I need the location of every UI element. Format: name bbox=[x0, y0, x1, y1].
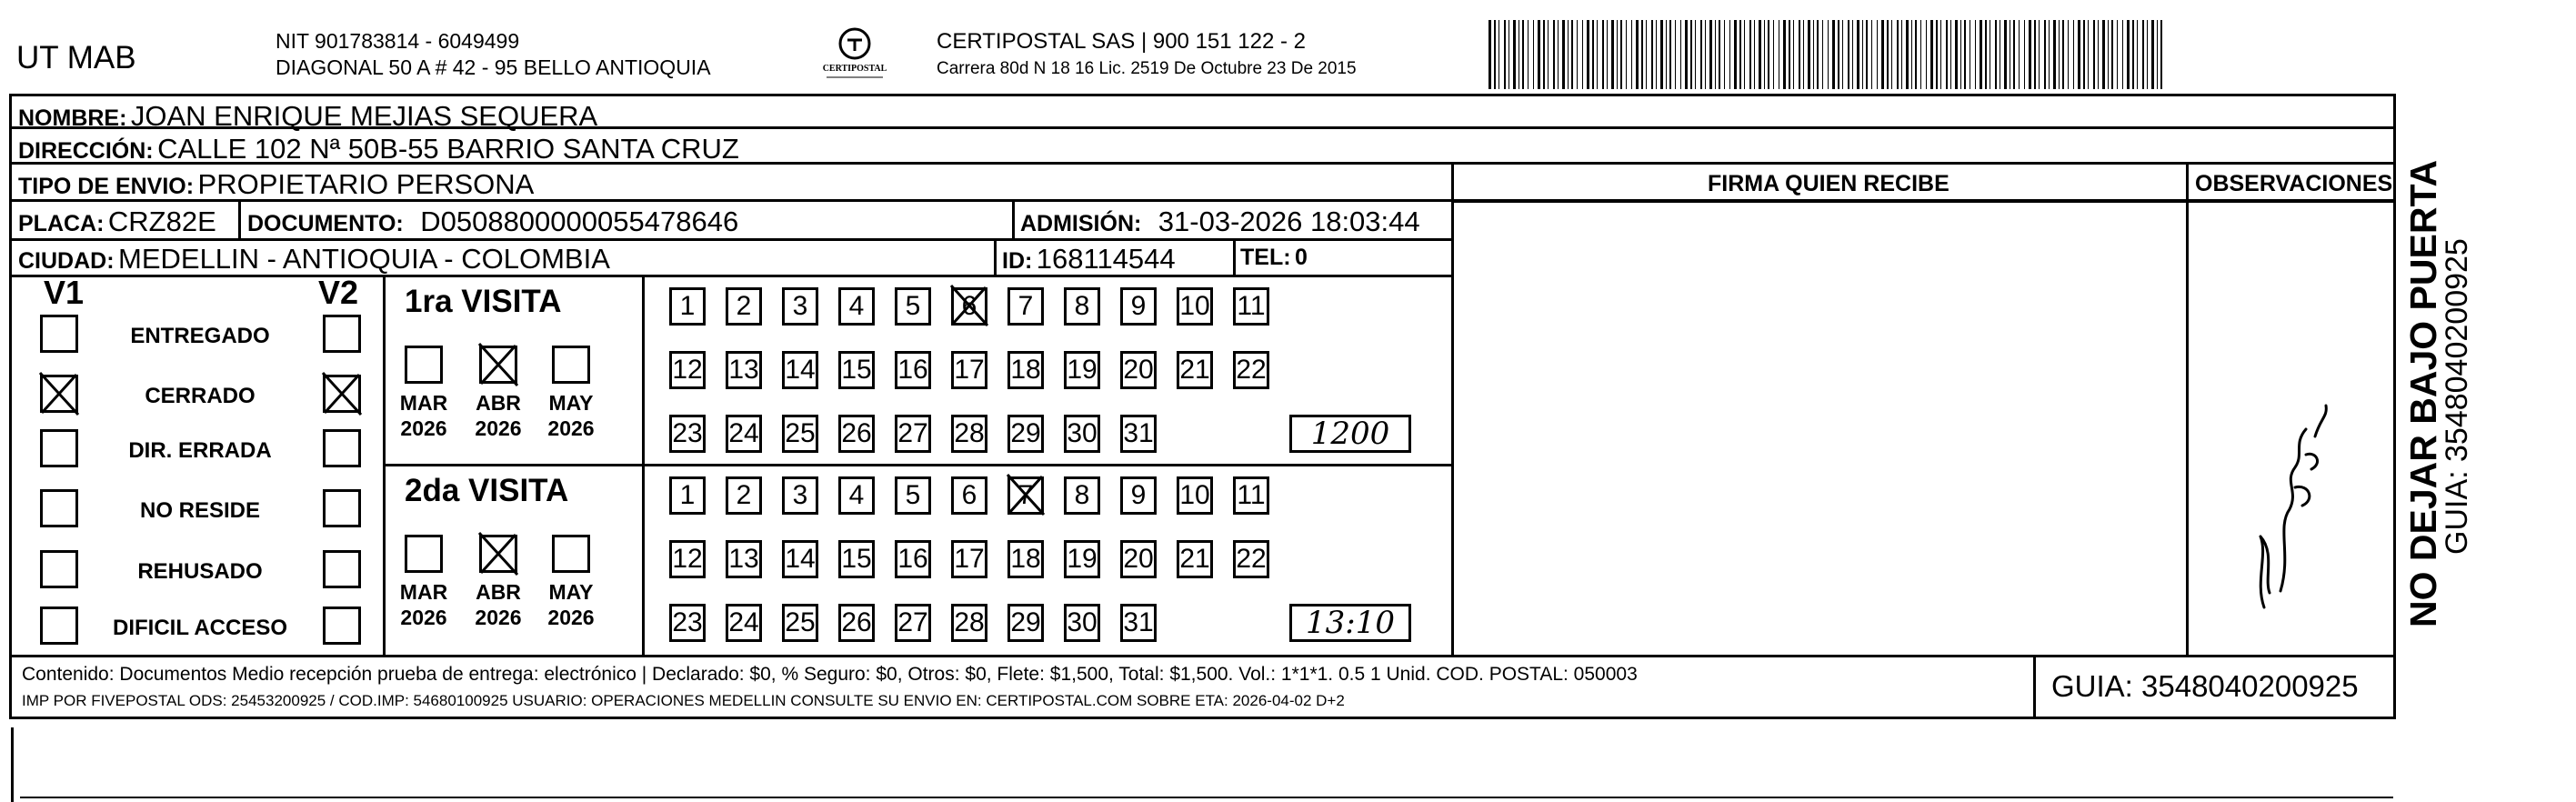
certipostal-logo bbox=[814, 25, 896, 82]
year-label: 2026 bbox=[547, 416, 595, 440]
day-box[interactable]: 10 bbox=[1177, 476, 1213, 515]
day-box[interactable]: 5 bbox=[895, 287, 931, 326]
tel-cell bbox=[1240, 246, 1308, 269]
footer-line bbox=[9, 655, 2396, 657]
barcode-bar bbox=[1577, 20, 1578, 89]
barcode-bar bbox=[2102, 20, 2105, 89]
observaciones-label: OBSERVACIONES bbox=[2195, 171, 2393, 196]
id-value: 168114544 bbox=[1036, 243, 1176, 275]
day-box[interactable]: 12 bbox=[669, 351, 706, 389]
barcode-bar bbox=[2088, 20, 2089, 89]
day-box[interactable]: 19 bbox=[1064, 351, 1100, 389]
month-label: ABR bbox=[476, 391, 521, 415]
barcode-bar bbox=[1887, 20, 1889, 89]
day-box[interactable]: 11 bbox=[1233, 476, 1269, 515]
barcode-bar bbox=[2157, 20, 2158, 89]
barcode-bar bbox=[1488, 20, 1491, 89]
day-box[interactable]: 28 bbox=[951, 415, 987, 453]
row-line bbox=[1453, 201, 2396, 203]
barcode-bar bbox=[2078, 20, 2080, 89]
admision-value: 31-03-2026 18:03:44 bbox=[1158, 206, 1420, 237]
placa-label: PLACA: bbox=[18, 211, 105, 236]
barcode-bar bbox=[1522, 20, 1524, 89]
month-checkbox-may[interactable] bbox=[552, 346, 590, 384]
col-line bbox=[238, 199, 241, 239]
barcode-bar bbox=[1980, 20, 1982, 89]
edge-line bbox=[11, 727, 14, 802]
day-box[interactable]: 6 bbox=[951, 476, 987, 515]
barcode bbox=[1487, 20, 2169, 89]
barcode-bar bbox=[1975, 20, 1976, 89]
barcode-bar bbox=[1513, 20, 1516, 89]
day-box[interactable]: 22 bbox=[1233, 351, 1269, 389]
documento-label: DOCUMENTO: bbox=[247, 211, 404, 236]
carrier-license: Carrera 80d N 18 16 Lic. 2519 De Octubre 23 De 2015 bbox=[937, 59, 1357, 78]
visit2-title: 2da VISITA bbox=[405, 473, 569, 508]
day-box[interactable]: 18 bbox=[1007, 351, 1044, 389]
tipo-value: PROPIETARIO PERSONA bbox=[197, 168, 535, 200]
barcode-bar bbox=[2059, 20, 2060, 89]
barcode-bar bbox=[1548, 20, 1549, 89]
day-box[interactable]: 17 bbox=[951, 351, 987, 389]
admision-label: ADMISIÓN: bbox=[1020, 211, 1142, 236]
day-box[interactable]: 20 bbox=[1120, 351, 1157, 389]
barcode-bar bbox=[2147, 20, 2148, 89]
barcode-bar bbox=[2034, 20, 2036, 89]
barcode-bar bbox=[1715, 20, 1716, 89]
day-box[interactable]: 9 bbox=[1120, 476, 1157, 515]
day-box[interactable]: 29 bbox=[1007, 604, 1044, 642]
barcode-bar bbox=[1700, 20, 1702, 89]
barcode-bar bbox=[1695, 20, 1696, 89]
col-line bbox=[1451, 162, 1454, 656]
day-box[interactable]: 22 bbox=[1233, 540, 1269, 578]
day-box[interactable]: 6 bbox=[951, 287, 987, 326]
barcode-bar bbox=[1897, 20, 1899, 89]
month-checkbox-abr[interactable] bbox=[479, 346, 517, 384]
v1-header: V1 bbox=[44, 274, 85, 311]
day-box[interactable]: 21 bbox=[1177, 540, 1213, 578]
year-label: 2026 bbox=[400, 606, 447, 629]
barcode-bar bbox=[1538, 20, 1540, 89]
signature bbox=[2228, 400, 2346, 618]
barcode-bar bbox=[1828, 20, 1829, 89]
barcode-bar bbox=[1626, 20, 1627, 89]
placa-value: CRZ82E bbox=[107, 206, 216, 237]
bottom-line bbox=[20, 797, 2393, 798]
contenido-text: Contenido: Documentos Medio recepción prueba de entrega: electrónico | Declarado: $0, % Seguro: $0, Otros: $0, Flete: $1,500, Total: $1,500. Vol.: 1*1*1. 0.5 1 Unid. COD. POSTAL: 050003 bbox=[22, 664, 1638, 685]
barcode-bar bbox=[1543, 20, 1545, 89]
col-line bbox=[994, 238, 997, 275]
barcode-bar bbox=[2160, 20, 2162, 89]
barcode-bar bbox=[1602, 20, 1604, 89]
barcode-bar bbox=[1568, 20, 1569, 89]
nombre-label: NOMBRE: bbox=[18, 105, 127, 131]
day-box[interactable]: 25 bbox=[782, 415, 818, 453]
month-checkbox-abr[interactable] bbox=[479, 535, 517, 573]
company-address: DIAGONAL 50 A # 42 - 95 BELLO ANTIOQUIA bbox=[276, 55, 711, 79]
col-line bbox=[642, 275, 645, 657]
barcode-bar bbox=[1636, 20, 1639, 89]
tel-value: 0 bbox=[1295, 245, 1308, 270]
placa-cell bbox=[18, 207, 216, 236]
day-box[interactable]: 18 bbox=[1007, 540, 1044, 578]
barcode-bar bbox=[1832, 20, 1835, 89]
day-box[interactable]: 1 bbox=[669, 287, 706, 326]
day-box[interactable]: 15 bbox=[838, 540, 875, 578]
barcode-bar bbox=[1759, 20, 1761, 89]
barcode-bar bbox=[1789, 20, 1790, 89]
barcode-bar bbox=[2111, 20, 2113, 89]
barcode-bar bbox=[1553, 20, 1555, 89]
direccion-value: CALLE 102 Nª 50B-55 BARRIO SANTA CRUZ bbox=[157, 133, 739, 165]
imp-text: IMP POR FIVEPOSTAL ODS: 25453200925 / COD.IMP: 54680100925 USUARIO: OPERACIONES MEDELLIN CONSULTE SU ENVIO EN: CERTIPOSTAL.COM SOBRE ETA: 2026-04-02 D+2 bbox=[22, 692, 1345, 709]
day-box[interactable]: 26 bbox=[838, 604, 875, 642]
barcode-bar bbox=[1764, 20, 1765, 89]
barcode-bar bbox=[1562, 20, 1565, 89]
barcode-bar bbox=[2108, 20, 2109, 89]
barcode-bar bbox=[2044, 20, 2046, 89]
side-text bbox=[2402, 127, 2474, 627]
day-box[interactable]: 9 bbox=[1120, 287, 1157, 326]
barcode-bar bbox=[1597, 20, 1598, 89]
tel-label: TEL: bbox=[1240, 245, 1291, 270]
day-box[interactable]: 13 bbox=[726, 540, 762, 578]
barcode-bar bbox=[2137, 20, 2138, 89]
month-checkbox-may[interactable] bbox=[552, 535, 590, 573]
logo-text: CERTIPOSTAL bbox=[822, 64, 887, 74]
barcode-bar bbox=[2062, 20, 2064, 89]
barcode-bar bbox=[1813, 20, 1814, 89]
day-box[interactable]: 2 bbox=[726, 287, 762, 326]
barcode-bar bbox=[1995, 20, 1997, 89]
barcode-bar bbox=[1646, 20, 1647, 89]
barcode-bar bbox=[1793, 20, 1794, 89]
status-label: DIFICIL ACCESO bbox=[112, 616, 287, 640]
barcode-bar bbox=[2083, 20, 2085, 89]
barcode-bar bbox=[2127, 20, 2130, 89]
barcode-bar bbox=[1744, 20, 1745, 89]
day-box[interactable]: 14 bbox=[782, 351, 818, 389]
barcode-bar bbox=[2093, 20, 2095, 89]
year-label: 2026 bbox=[475, 606, 522, 629]
barcode-bar bbox=[1940, 20, 1941, 89]
barcode-bar bbox=[1911, 20, 1912, 89]
barcode-bar bbox=[1611, 20, 1614, 89]
day-box[interactable]: 27 bbox=[895, 604, 931, 642]
row-line bbox=[9, 275, 1453, 277]
barcode-bar bbox=[1709, 20, 1712, 89]
status-label: ENTREGADO bbox=[130, 324, 270, 348]
barcode-bar bbox=[2117, 20, 2118, 89]
day-box[interactable]: 24 bbox=[726, 604, 762, 642]
barcode-bar bbox=[1955, 20, 1958, 89]
barcode-bar bbox=[1558, 20, 1559, 89]
status-label: NO RESIDE bbox=[139, 498, 261, 523]
col-line bbox=[1012, 199, 1015, 239]
barcode-bar bbox=[1631, 20, 1632, 89]
day-box[interactable]: 11 bbox=[1233, 287, 1269, 326]
barcode-bar bbox=[1950, 20, 1951, 89]
barcode-bar bbox=[1528, 20, 1529, 89]
day-box[interactable]: 30 bbox=[1064, 415, 1100, 453]
barcode-bar bbox=[1783, 20, 1786, 89]
barcode-bar bbox=[1494, 20, 1496, 89]
barcode-bar bbox=[2142, 20, 2144, 89]
day-box[interactable]: 13 bbox=[726, 351, 762, 389]
month-label: MAY bbox=[548, 391, 594, 415]
day-box[interactable]: 15 bbox=[838, 351, 875, 389]
nombre-value: JOAN ENRIQUE MEJIAS SEQUERA bbox=[130, 100, 598, 132]
id-label: ID: bbox=[1002, 248, 1033, 274]
side-guia: GUIA: 3548040200925 bbox=[2440, 238, 2474, 555]
barcode-bar bbox=[1498, 20, 1499, 89]
nit-text: NIT 901783814 - 6049499 bbox=[276, 29, 520, 53]
barcode-bar bbox=[1822, 20, 1823, 89]
barcode-bar bbox=[1724, 20, 1725, 89]
barcode-bar bbox=[2049, 20, 2050, 89]
month-label: MAR bbox=[399, 580, 448, 604]
barcode-bar bbox=[2053, 20, 2056, 89]
barcode-bar bbox=[1960, 20, 1961, 89]
day-box[interactable]: 28 bbox=[951, 604, 987, 642]
barcode-bar bbox=[2068, 20, 2069, 89]
day-box[interactable]: 20 bbox=[1120, 540, 1157, 578]
barcode-bar bbox=[2151, 20, 2154, 89]
month-checkbox-mar[interactable] bbox=[405, 346, 443, 384]
barcode-bar bbox=[1749, 20, 1751, 89]
year-label: 2026 bbox=[400, 416, 447, 440]
row-line bbox=[9, 238, 1453, 241]
barcode-bar bbox=[1842, 20, 1843, 89]
barcode-bar bbox=[1592, 20, 1594, 89]
barcode-bar bbox=[1985, 20, 1987, 89]
barcode-bar bbox=[1920, 20, 1921, 89]
barcode-bar bbox=[2013, 20, 2015, 89]
day-box[interactable]: 3 bbox=[782, 287, 818, 326]
barcode-bar bbox=[1838, 20, 1839, 89]
admision-cell bbox=[1020, 207, 1420, 236]
year-label: 2026 bbox=[475, 416, 522, 440]
guia-footer: GUIA: 3548040200925 bbox=[2051, 669, 2359, 703]
time-box[interactable]: 1200 bbox=[1289, 415, 1411, 453]
barcode-bar bbox=[1768, 20, 1769, 89]
no-dejar-notice: NO DEJAR BAJO PUERTA bbox=[2402, 159, 2444, 627]
day-box[interactable]: 14 bbox=[782, 540, 818, 578]
barcode-bar bbox=[2098, 20, 2099, 89]
day-box[interactable]: 17 bbox=[951, 540, 987, 578]
barcode-bar bbox=[1936, 20, 1938, 89]
barcode-bar bbox=[1734, 20, 1737, 89]
barcode-bar bbox=[2004, 20, 2007, 89]
day-box[interactable]: 29 bbox=[1007, 415, 1044, 453]
v2-header: V2 bbox=[318, 274, 359, 311]
day-box[interactable]: 4 bbox=[838, 287, 875, 326]
month-label: ABR bbox=[476, 580, 521, 604]
barcode-bar bbox=[1901, 20, 1902, 89]
nombre-row bbox=[18, 102, 597, 130]
barcode-bar bbox=[1906, 20, 1909, 89]
barcode-bar bbox=[1656, 20, 1657, 89]
company-name: UT MAB bbox=[16, 40, 136, 75]
barcode-bar bbox=[1877, 20, 1878, 89]
ciudad-row bbox=[18, 245, 610, 273]
barcode-bar bbox=[1773, 20, 1774, 89]
barcode-bar bbox=[1504, 20, 1506, 89]
barcode-bar bbox=[1666, 20, 1667, 89]
visit1-title: 1ra VISITA bbox=[405, 284, 562, 319]
ciudad-label: CIUDAD: bbox=[18, 248, 115, 274]
barcode-bar bbox=[1729, 20, 1730, 89]
day-box[interactable]: 26 bbox=[838, 415, 875, 453]
barcode-bar bbox=[1582, 20, 1583, 89]
day-box[interactable]: 31 bbox=[1120, 415, 1157, 453]
barcode-bar bbox=[1651, 20, 1653, 89]
barcode-bar bbox=[2132, 20, 2134, 89]
barcode-bar bbox=[1915, 20, 1917, 89]
visit-separator bbox=[383, 464, 1454, 466]
barcode-bar bbox=[1754, 20, 1755, 89]
barcode-bar bbox=[1852, 20, 1853, 89]
day-box[interactable]: 10 bbox=[1177, 287, 1213, 326]
day-box[interactable]: 23 bbox=[669, 604, 706, 642]
barcode-bar bbox=[1571, 20, 1573, 89]
barcode-bar bbox=[1964, 20, 1966, 89]
barcode-bar bbox=[1739, 20, 1741, 89]
barcode-bar bbox=[1871, 20, 1872, 89]
barcode-bar bbox=[2073, 20, 2074, 89]
barcode-bar bbox=[1675, 20, 1676, 89]
day-box[interactable]: 8 bbox=[1064, 287, 1100, 326]
documento-cell bbox=[247, 207, 738, 236]
day-box[interactable]: 3 bbox=[782, 476, 818, 515]
day-box[interactable]: 7 bbox=[1007, 476, 1044, 515]
col-line bbox=[1233, 238, 1236, 275]
status-label: REHUSADO bbox=[137, 559, 263, 584]
day-box[interactable]: 1 bbox=[669, 476, 706, 515]
barcode-bar bbox=[1946, 20, 1948, 89]
day-box[interactable]: 2 bbox=[726, 476, 762, 515]
barcode-bar bbox=[1669, 20, 1671, 89]
barcode-bar bbox=[1660, 20, 1663, 89]
barcode-bar bbox=[1641, 20, 1643, 89]
barcode-bar bbox=[1607, 20, 1608, 89]
tipo-label: TIPO DE ENVIO: bbox=[18, 174, 195, 199]
ciudad-value: MEDELLIN - ANTIOQUIA - COLOMBIA bbox=[118, 243, 610, 275]
day-box[interactable]: 24 bbox=[726, 415, 762, 453]
status-label: DIR. ERRADA bbox=[128, 438, 272, 463]
documento-value: D0508800000055478646 bbox=[420, 206, 739, 237]
day-box[interactable]: 7 bbox=[1007, 287, 1044, 326]
barcode-bar bbox=[1817, 20, 1819, 89]
month-checkbox-mar[interactable] bbox=[405, 535, 443, 573]
barcode-bar bbox=[1862, 20, 1863, 89]
carrier-name: CERTIPOSTAL SAS | 900 151 122 - 2 bbox=[937, 29, 1306, 54]
barcode-bar bbox=[1857, 20, 1859, 89]
year-label: 2026 bbox=[547, 606, 595, 629]
barcode-bar bbox=[1705, 20, 1706, 89]
barcode-bar bbox=[1799, 20, 1800, 89]
barcode-bar bbox=[1930, 20, 1933, 89]
day-box[interactable]: 21 bbox=[1177, 351, 1213, 389]
barcode-bar bbox=[1808, 20, 1810, 89]
barcode-bar bbox=[2024, 20, 2025, 89]
barcode-bar bbox=[1926, 20, 1927, 89]
day-box[interactable]: 27 bbox=[895, 415, 931, 453]
barcode-bar bbox=[1533, 20, 1534, 89]
barcode-bar bbox=[1617, 20, 1618, 89]
day-box[interactable]: 30 bbox=[1064, 604, 1100, 642]
status-label: CERRADO bbox=[145, 384, 256, 408]
tipo-row bbox=[18, 170, 534, 198]
barcode-bar bbox=[1848, 20, 1849, 89]
col-line bbox=[2186, 162, 2189, 656]
direccion-label: DIRECCIÓN: bbox=[18, 138, 154, 164]
time-box[interactable]: 13:10 bbox=[1289, 604, 1411, 642]
barcode-bar bbox=[2029, 20, 2031, 89]
barcode-bar bbox=[1620, 20, 1622, 89]
col-line bbox=[2033, 655, 2036, 719]
day-box[interactable]: 31 bbox=[1120, 604, 1157, 642]
id-cell bbox=[1002, 245, 1176, 273]
day-box[interactable]: 16 bbox=[895, 351, 931, 389]
day-box[interactable]: 12 bbox=[669, 540, 706, 578]
barcode-bar bbox=[2122, 20, 2123, 89]
barcode-bar bbox=[1803, 20, 1804, 89]
barcode-bar bbox=[2039, 20, 2040, 89]
day-box[interactable]: 25 bbox=[782, 604, 818, 642]
barcode-bar bbox=[1866, 20, 1868, 89]
month-label: MAR bbox=[399, 391, 448, 415]
barcode-bar bbox=[1881, 20, 1884, 89]
barcode-bar bbox=[1680, 20, 1681, 89]
day-box[interactable]: 8 bbox=[1064, 476, 1100, 515]
barcode-bar bbox=[1587, 20, 1589, 89]
barcode-bar bbox=[1685, 20, 1688, 89]
day-box[interactable]: 19 bbox=[1064, 540, 1100, 578]
barcode-bar bbox=[1891, 20, 1892, 89]
direccion-row bbox=[18, 135, 739, 163]
day-box[interactable]: 23 bbox=[669, 415, 706, 453]
month-label: MAY bbox=[548, 580, 594, 604]
barcode-bar bbox=[2019, 20, 2020, 89]
firma-label: FIRMA QUIEN RECIBE bbox=[1708, 171, 1950, 196]
day-box[interactable]: 5 bbox=[895, 476, 931, 515]
day-box[interactable]: 4 bbox=[838, 476, 875, 515]
day-box[interactable]: 16 bbox=[895, 540, 931, 578]
barcode-bar bbox=[1719, 20, 1720, 89]
barcode-bar bbox=[1690, 20, 1692, 89]
